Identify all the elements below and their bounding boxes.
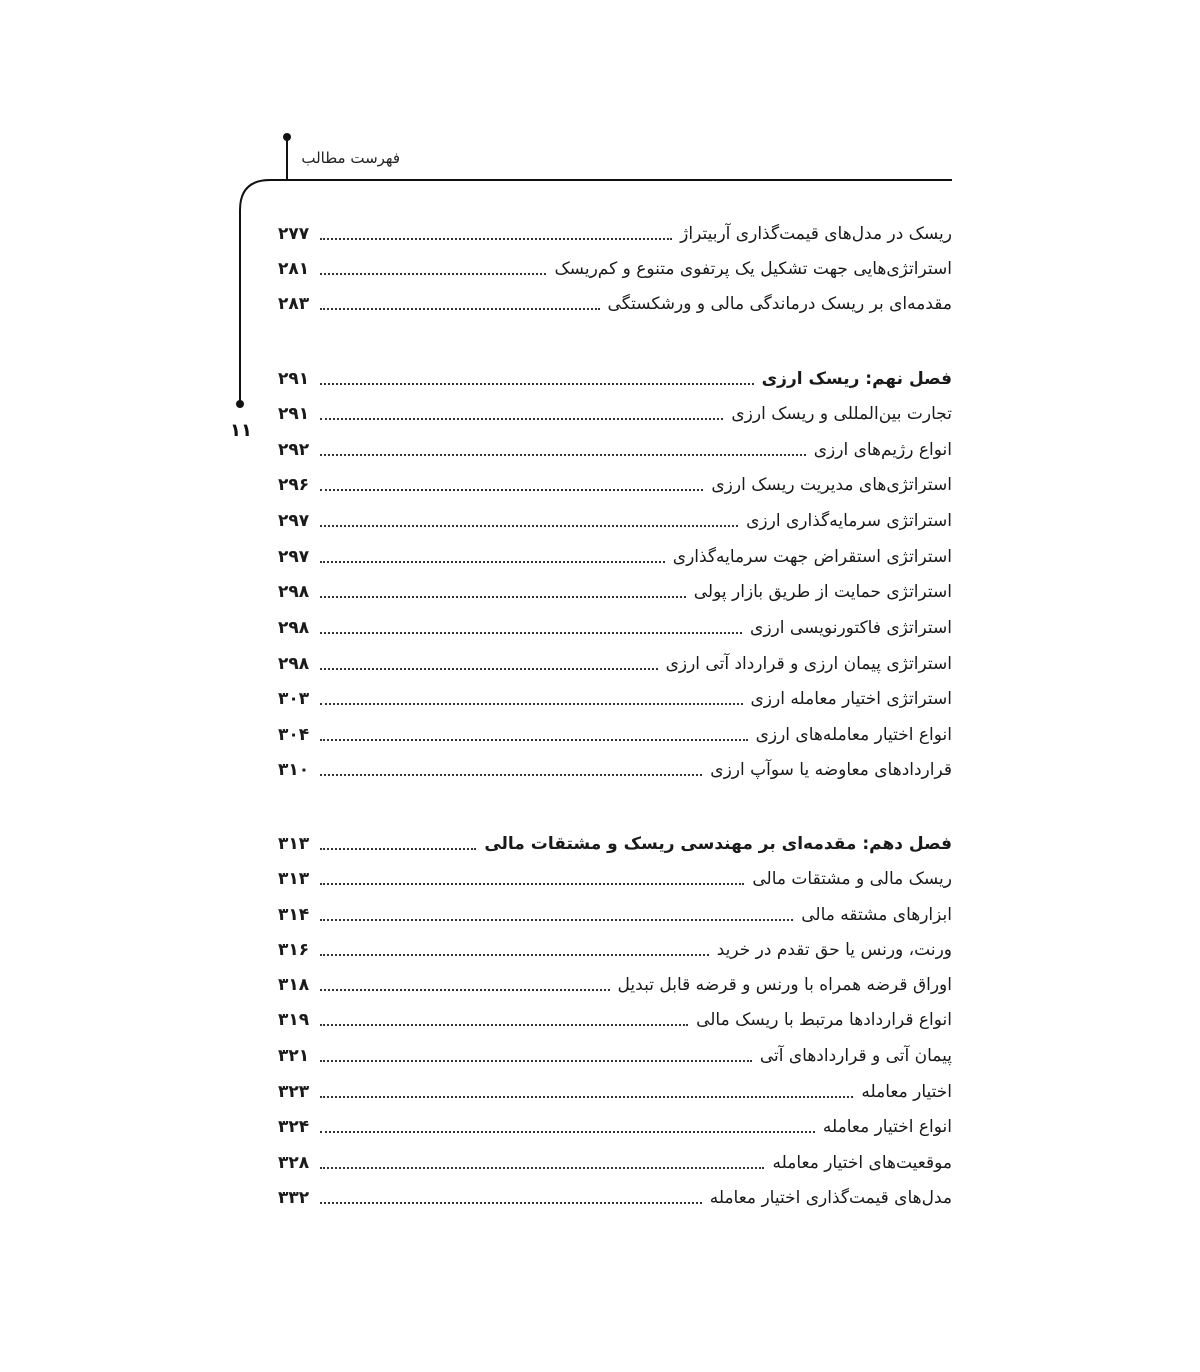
toc-entry-title: انواع رژیم‌های ارزی — [813, 440, 952, 460]
toc-entry-title: ریسک مالی و مشتقات مالی — [752, 869, 952, 889]
dot-leader — [320, 1096, 853, 1098]
dot-leader — [320, 489, 703, 491]
dot-leader — [320, 238, 672, 240]
toc-entry[interactable] — [278, 499, 952, 533]
toc-entry[interactable] — [278, 748, 952, 782]
toc-entry-page: ۳۱۳ — [278, 869, 310, 889]
dot-leader — [320, 308, 600, 310]
dot-leader — [320, 383, 754, 385]
toc-entry-page: ۲۹۸ — [278, 618, 310, 638]
toc-entry-title: اوراق قرضه همراه با ورنس و قرضه قابل تبدیل — [617, 975, 952, 995]
page-number: ۱۱ — [230, 420, 252, 441]
toc-entry[interactable] — [278, 642, 952, 676]
toc-chapter-heading[interactable] — [278, 357, 952, 391]
toc-entry[interactable] — [278, 893, 952, 927]
toc-entry[interactable] — [278, 428, 952, 462]
toc-entry-title: ابزارهای مشتقه مالی — [801, 905, 952, 925]
toc-entry[interactable] — [278, 1176, 952, 1210]
toc-entry[interactable] — [278, 212, 952, 246]
toc-entry-page: ۳۱۸ — [278, 975, 310, 995]
toc-entry-title: ورنت، ورنس یا حق تقدم در خرید — [716, 940, 952, 960]
toc-entry-page: ۳۲۳ — [278, 1082, 310, 1102]
dot-leader — [320, 919, 793, 921]
toc-entry-title: تجارت بین‌المللی و ریسک ارزی — [731, 404, 952, 424]
dot-leader — [320, 1202, 702, 1204]
dot-leader — [320, 454, 806, 456]
dot-leader — [320, 703, 743, 705]
toc-entry[interactable] — [278, 606, 952, 640]
dot-leader — [320, 989, 610, 991]
dot-leader — [320, 739, 748, 741]
toc-entry-page: ۲۸۳ — [278, 294, 310, 314]
dot-leader — [320, 418, 723, 420]
toc-entry[interactable] — [278, 713, 952, 747]
toc-entry[interactable] — [278, 1070, 952, 1104]
toc-entry[interactable] — [278, 282, 952, 316]
toc-entry-page: ۳۱۴ — [278, 905, 310, 925]
toc-entry-page: ۳۱۶ — [278, 940, 310, 960]
dot-leader — [320, 525, 738, 527]
dot-leader — [320, 954, 709, 956]
toc-entry-title: استراتژی‌های مدیریت ریسک ارزی — [711, 475, 952, 495]
toc-entry-title: استراتژی سرمایه‌گذاری ارزی — [746, 511, 952, 531]
toc-entry-title: اختیار معامله — [861, 1082, 952, 1102]
toc-chapter-page: ۳۱۳ — [278, 834, 310, 854]
toc-entry[interactable] — [278, 928, 952, 962]
dot-leader — [320, 848, 476, 850]
toc-entry[interactable] — [278, 570, 952, 604]
toc-entry-page: ۳۰۳ — [278, 689, 310, 709]
toc-entry-page: ۲۹۶ — [278, 475, 310, 495]
dot-leader — [320, 1131, 815, 1133]
toc-entry-page: ۲۷۷ — [278, 224, 310, 244]
toc-chapter-page: ۲۹۱ — [278, 369, 310, 389]
toc-entry-title: استراتژی اختیار معامله ارزی — [750, 689, 952, 709]
toc-entry-page: ۳۲۴ — [278, 1117, 310, 1137]
toc-entry[interactable] — [278, 1034, 952, 1068]
toc-entry-title: مدل‌های قیمت‌گذاری اختیار معامله — [709, 1188, 952, 1208]
dot-leader — [320, 596, 686, 598]
toc-entry-page: ۳۱۹ — [278, 1010, 310, 1030]
toc-entry-title: موقعیت‌های اختیار معامله — [772, 1153, 952, 1173]
toc-entry[interactable] — [278, 1105, 952, 1139]
toc-entry-title: استراتژی پیمان ارزی و قرارداد آتی ارزی — [665, 654, 952, 674]
toc-entry-title: انواع اختیار معامله — [822, 1117, 952, 1137]
dot-leader — [320, 883, 744, 885]
dot-leader — [320, 1060, 752, 1062]
toc-entry-title: انواع قراردادها مرتبط با ریسک مالی — [696, 1010, 952, 1030]
toc-entry-page: ۳۱۰ — [278, 760, 310, 780]
dot-leader — [320, 632, 742, 634]
header-tick-dot — [283, 133, 291, 141]
toc-entry[interactable] — [278, 535, 952, 569]
dot-leader — [320, 1024, 688, 1026]
dot-leader — [320, 668, 658, 670]
toc-entry-title: استراتژی حمایت از طریق بازار پولی — [693, 582, 952, 602]
toc-entry-page: ۲۹۷ — [278, 547, 310, 567]
toc-entry-page: ۲۹۸ — [278, 654, 310, 674]
toc-entry-page: ۲۹۷ — [278, 511, 310, 531]
dot-leader — [320, 1167, 764, 1169]
toc-entry-page: ۳۰۴ — [278, 725, 310, 745]
toc-chapter-heading[interactable] — [278, 822, 952, 856]
toc-entry-page: ۲۹۸ — [278, 582, 310, 602]
toc-entry-title: استراتژی استقراض جهت سرمایه‌گذاری — [672, 547, 952, 567]
toc-entry-title: ریسک در مدل‌های قیمت‌گذاری آربیتراژ — [680, 224, 952, 244]
dot-leader — [320, 561, 665, 563]
toc-chapter-title: فصل دهم: مقدمه‌ای بر مهندسی ریسک و مشتقات مالی — [484, 834, 952, 854]
header-title: فهرست مطالب — [301, 149, 400, 167]
dot-leader — [320, 774, 702, 776]
toc-entry-page: ۳۲۱ — [278, 1046, 310, 1066]
toc-entry-title: مقدمه‌ای بر ریسک درماندگی مالی و ورشکستگی — [607, 294, 952, 314]
toc-entry-title: استراتژی فاکتورنویسی ارزی — [750, 618, 952, 638]
toc-entry[interactable] — [278, 677, 952, 711]
toc-entry-page: ۳۳۲ — [278, 1188, 310, 1208]
toc-entry-page: ۲۹۱ — [278, 404, 310, 424]
toc-entry-title: انواع اختیار معامله‌های ارزی — [755, 725, 952, 745]
toc-entry-title: قراردادهای معاوضه یا سوآپ ارزی — [710, 760, 952, 780]
toc-entry[interactable] — [278, 463, 952, 497]
side-rule-dot — [236, 400, 244, 408]
toc-entry[interactable] — [278, 998, 952, 1032]
toc-entry-page: ۲۸۱ — [278, 259, 310, 279]
toc-entry-title: استراتژی‌هایی جهت تشکیل یک پرتفوی متنوع و کم‌ریسک — [554, 259, 952, 279]
toc-entry[interactable] — [278, 963, 952, 997]
toc-entry-page: ۳۲۸ — [278, 1153, 310, 1173]
toc-entry[interactable] — [278, 392, 952, 426]
dot-leader — [320, 273, 546, 275]
toc-entry[interactable] — [278, 857, 952, 891]
toc-entry-title: پیمان آتی و قراردادهای آتی — [759, 1046, 952, 1066]
toc-chapter-title: فصل نهم: ریسک ارزی — [761, 369, 952, 389]
toc-entry-page: ۲۹۲ — [278, 440, 310, 460]
toc-entry[interactable] — [278, 247, 952, 281]
toc-entry[interactable] — [278, 1141, 952, 1175]
